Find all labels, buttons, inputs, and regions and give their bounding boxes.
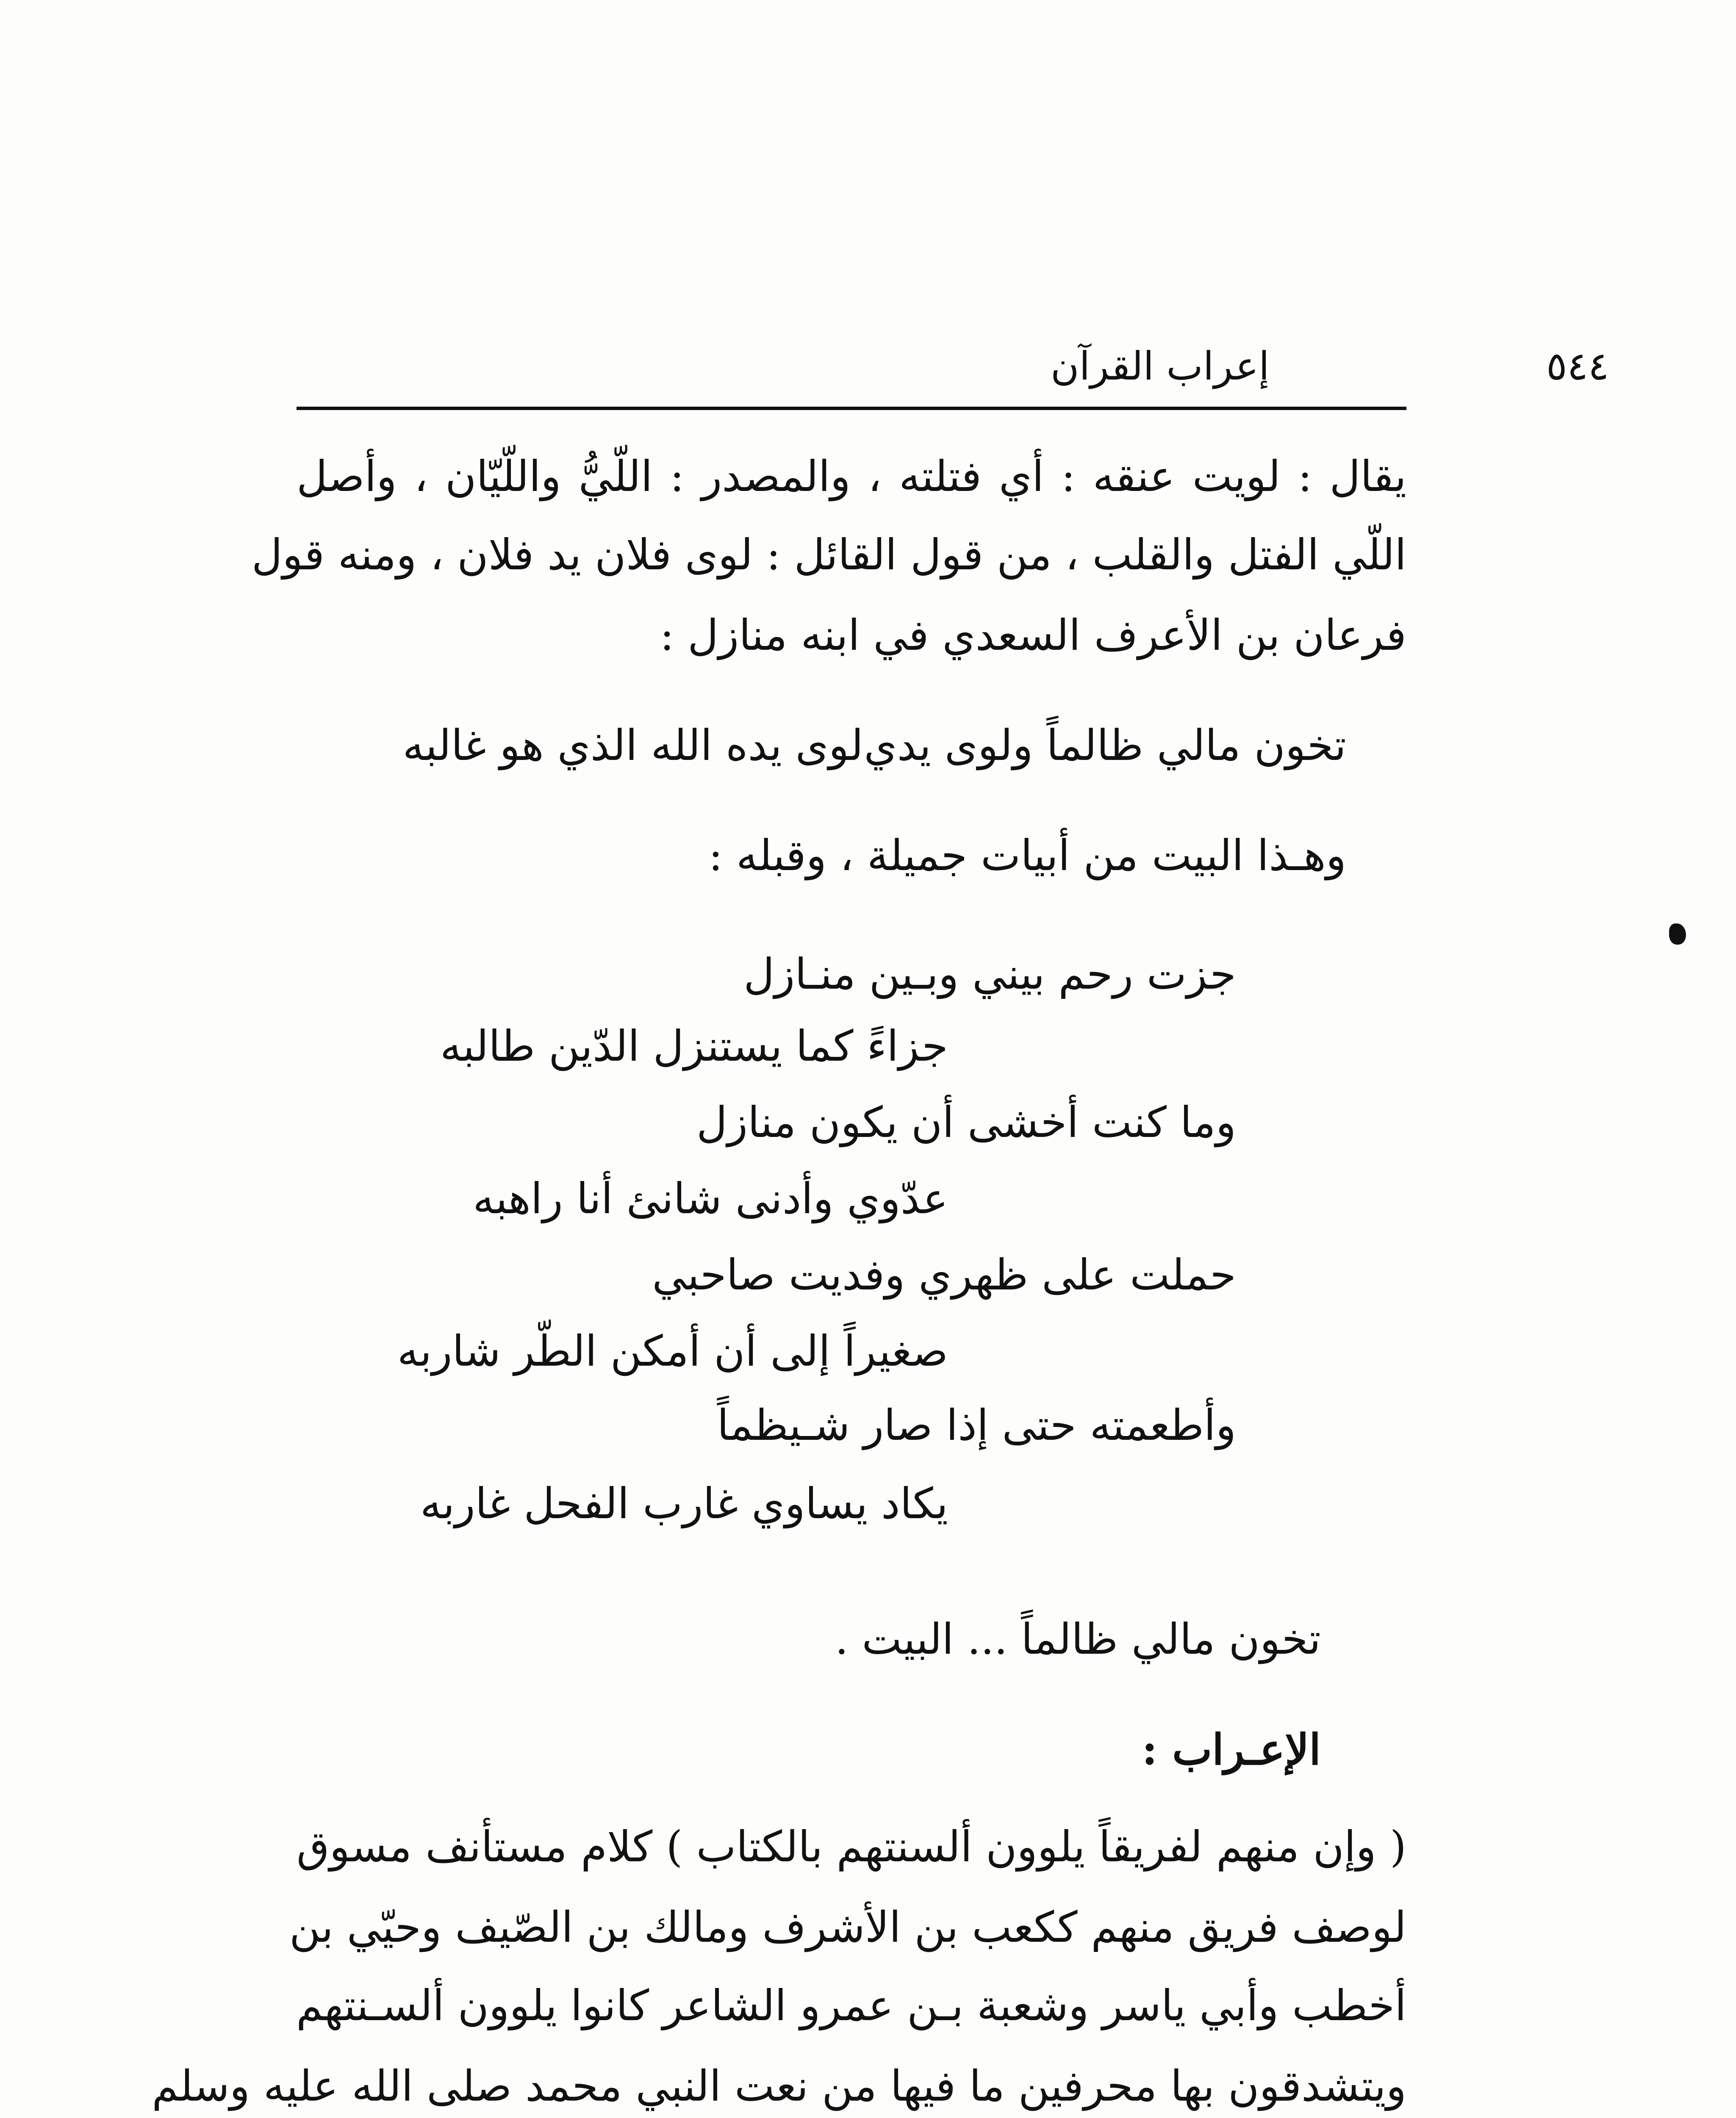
poem-hemistich: جزت رحم بيني وبـين منـازل	[743, 949, 1236, 999]
paragraph-line: لوصف فريق منهم ككعب بن الأشرف ومالك بن الصّيف وحيّي بن	[289, 1902, 1406, 1952]
poem-hemistich: يكاد يساوي غارب الفحل غاربه	[420, 1479, 948, 1528]
header-rule	[297, 407, 1406, 410]
verse-hemistich-left: لوى يده الله الذي هو غالبه	[402, 721, 863, 770]
closing-verse: تخون مالي ظالماً ... البيت .	[835, 1614, 1321, 1664]
poem-hemistich: وما كنت أخشى أن يكون منازل	[696, 1098, 1236, 1147]
paragraph-line: اللّي الفتل والقلب ، من قول القائل : لوى فلان يد فلان ، ومنه قول	[251, 530, 1406, 579]
poem-hemistich: عدّوي وأدنى شانئ أنا راهبه	[473, 1174, 948, 1223]
paragraph-line: ( وإن منهم لفريقاً يلوون ألسنتهم بالكتاب ) كلام مستأنف مسوق	[297, 1822, 1406, 1871]
running-header	[297, 335, 1609, 398]
poem-hemistich: وأطعمته حتى إذا صار شـيظماً	[717, 1400, 1236, 1450]
book-title: إعراب القرآن	[1051, 344, 1270, 389]
irab-heading: الإعـراب :	[1142, 1724, 1321, 1774]
poem-hemistich: حملت على ظهري وفديت صاحبي	[652, 1250, 1236, 1300]
paragraph-line: أخطب وأبي ياسر وشعبة بـن عمرو الشاعر كانوا يلوون ألسـنتهم	[296, 1981, 1406, 2030]
paragraph-line: يقال : لويت عنقه : أي فتلته ، والمصدر : اللّيُّ واللّيّان ، وأصل	[297, 452, 1406, 501]
poem-hemistich: جزاءً كما يستنزل الدّين طالبه	[440, 1021, 948, 1071]
margin-ink-mark	[1669, 923, 1686, 945]
verse-hemistich-right: تخون مالي ظالماً ولوى يدي	[864, 721, 1346, 770]
intro-line: وهـذا البيت من أبيات جميلة ، وقبله :	[708, 831, 1346, 880]
paragraph-line: فرعان بن الأعرف السعدي في ابنه منازل :	[660, 610, 1406, 660]
page-number: ٥٤٤	[1546, 344, 1609, 389]
poem-hemistich: صغيراً إلى أن أمكن الطّر شاربه	[397, 1326, 948, 1376]
paragraph-line: ويتشدقون بها محرفين ما فيها من نعت النبي محمد صلى الله عليه وسلم	[152, 2061, 1406, 2111]
